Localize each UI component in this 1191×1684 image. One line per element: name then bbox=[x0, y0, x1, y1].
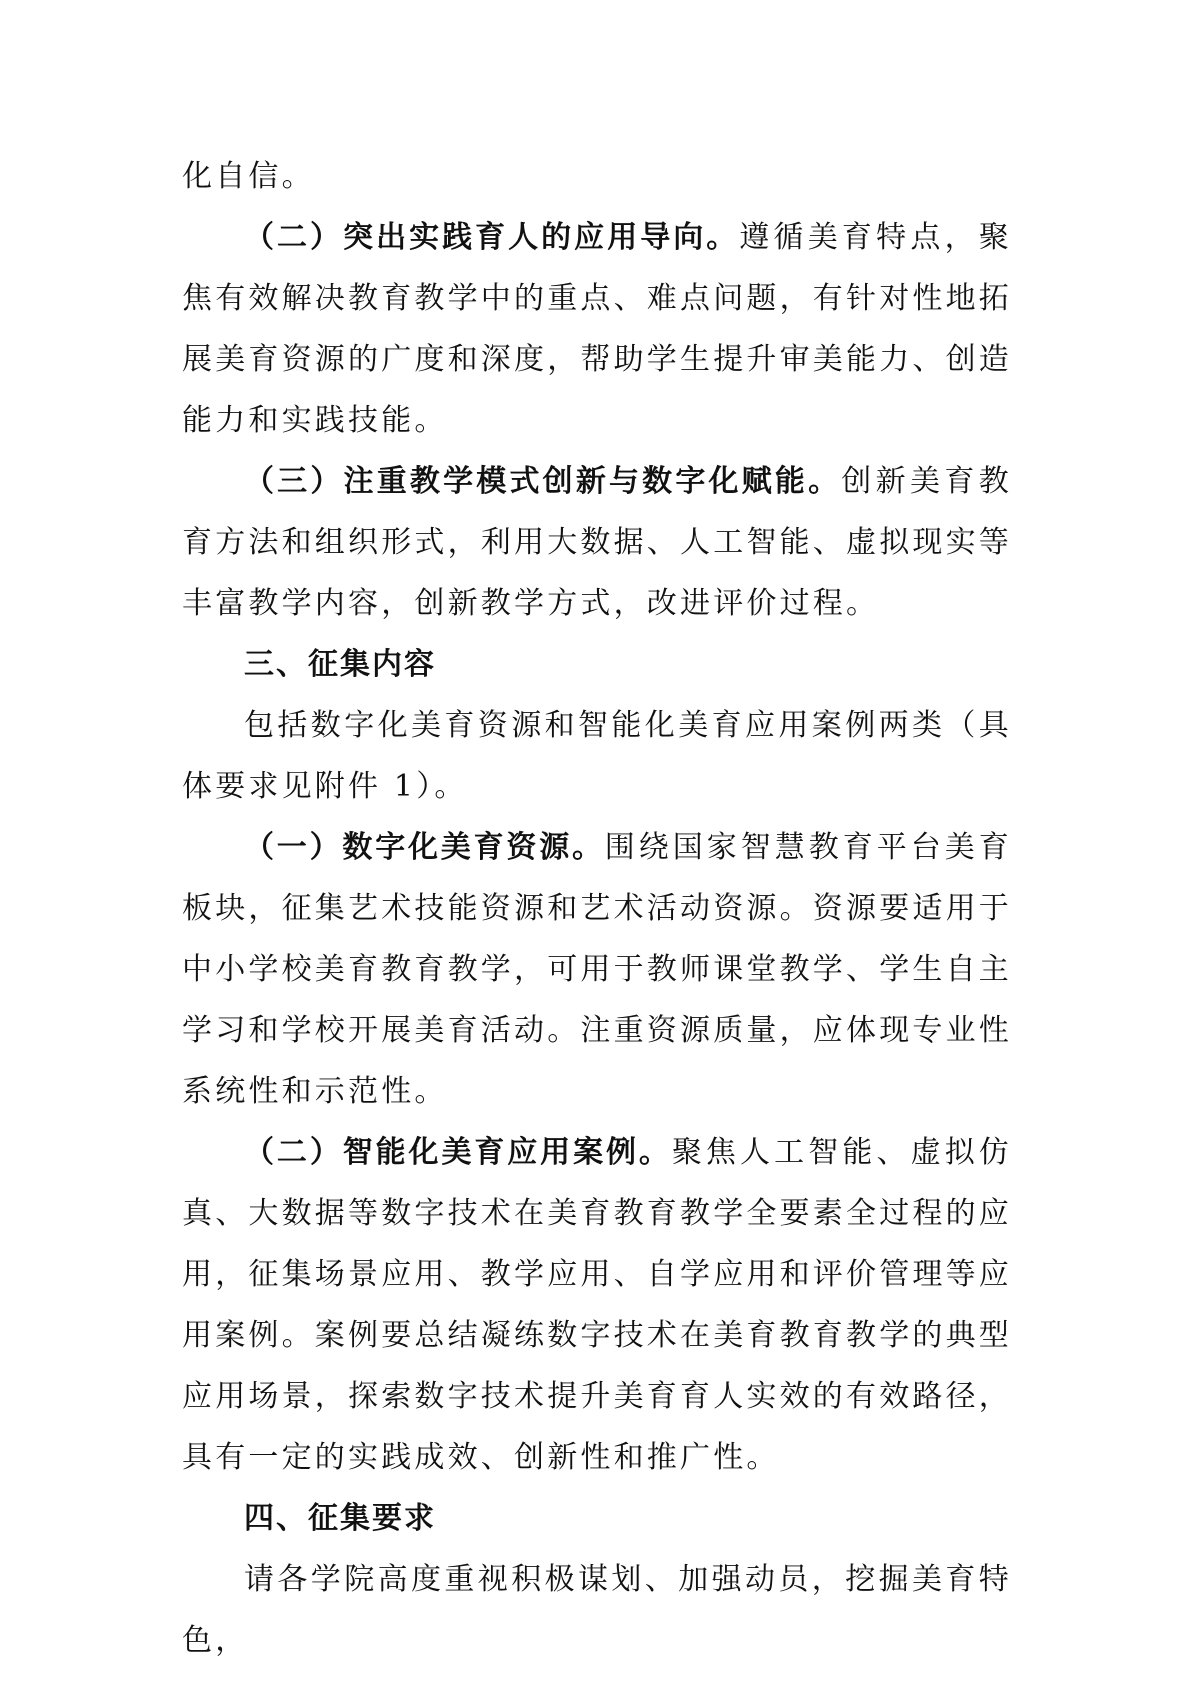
paragraph-lead: （三）注重教学模式创新与数字化赋能。 bbox=[244, 464, 842, 499]
section-heading-collection-content: 三、征集内容 bbox=[244, 647, 436, 682]
paragraph-collection-scope bbox=[182, 695, 1012, 817]
paragraph-teaching-innovation bbox=[182, 451, 1012, 634]
paragraph-text: 化自信。 bbox=[182, 159, 315, 194]
paragraph-text: 聚焦人工智能、虚拟仿真、大数据等数字技术在美育教育教学全要素全过程的应用，征集场景应用、教学应用、自学应用和评价管理等应用案例。案例要总结凝练数字技术在美育教育教学的典型应用场景，探索数字技术提升美育育人实效的有效路径，具有一定的实践成效、创新性和推广性。 bbox=[182, 1135, 1013, 1475]
paragraph-digital-resources bbox=[182, 817, 1012, 1122]
paragraph-requirements-start bbox=[182, 1549, 1012, 1671]
paragraph-lead: （二）突出实践育人的应用导向。 bbox=[244, 220, 740, 255]
paragraph-practice-orientation bbox=[182, 207, 1012, 451]
paragraph-smart-cases bbox=[182, 1122, 1012, 1488]
paragraph-lead: （一）数字化美育资源。 bbox=[244, 830, 605, 865]
paragraph-text: 包括数字化美育资源和智能化美育应用案例两类（具体要求见附件 1）。 bbox=[182, 708, 1012, 804]
paragraph-text: 遵循美育特点，聚焦有效解决教育教学中的重点、难点问题，有针对性地拓展美育资源的广度和深度，帮助学生提升审美能力、创造能力和实践技能。 bbox=[182, 220, 1013, 438]
paragraph-text: 围绕国家智慧教育平台美育板块，征集艺术技能资源和艺术活动资源。资源要适用于中小学校美育教育教学，可用于教师课堂教学、学生自主学习和学校开展美育活动。注重资源质量，应体现专业性系统性和示范性。 bbox=[182, 830, 1012, 1109]
document-body bbox=[182, 146, 1012, 1671]
section-heading-collection-requirements: 四、征集要求 bbox=[244, 1501, 436, 1536]
paragraph-lead: （二）智能化美育应用案例。 bbox=[244, 1135, 672, 1170]
paragraph-continuation bbox=[182, 146, 1012, 207]
paragraph-text: 请各学院高度重视积极谋划、加强动员，挖掘美育特色， bbox=[182, 1562, 1012, 1658]
paragraph-text: 创新美育教育方法和组织形式，利用大数据、人工智能、虚拟现实等丰富教学内容，创新教学方式，改进评价过程。 bbox=[182, 464, 1013, 621]
